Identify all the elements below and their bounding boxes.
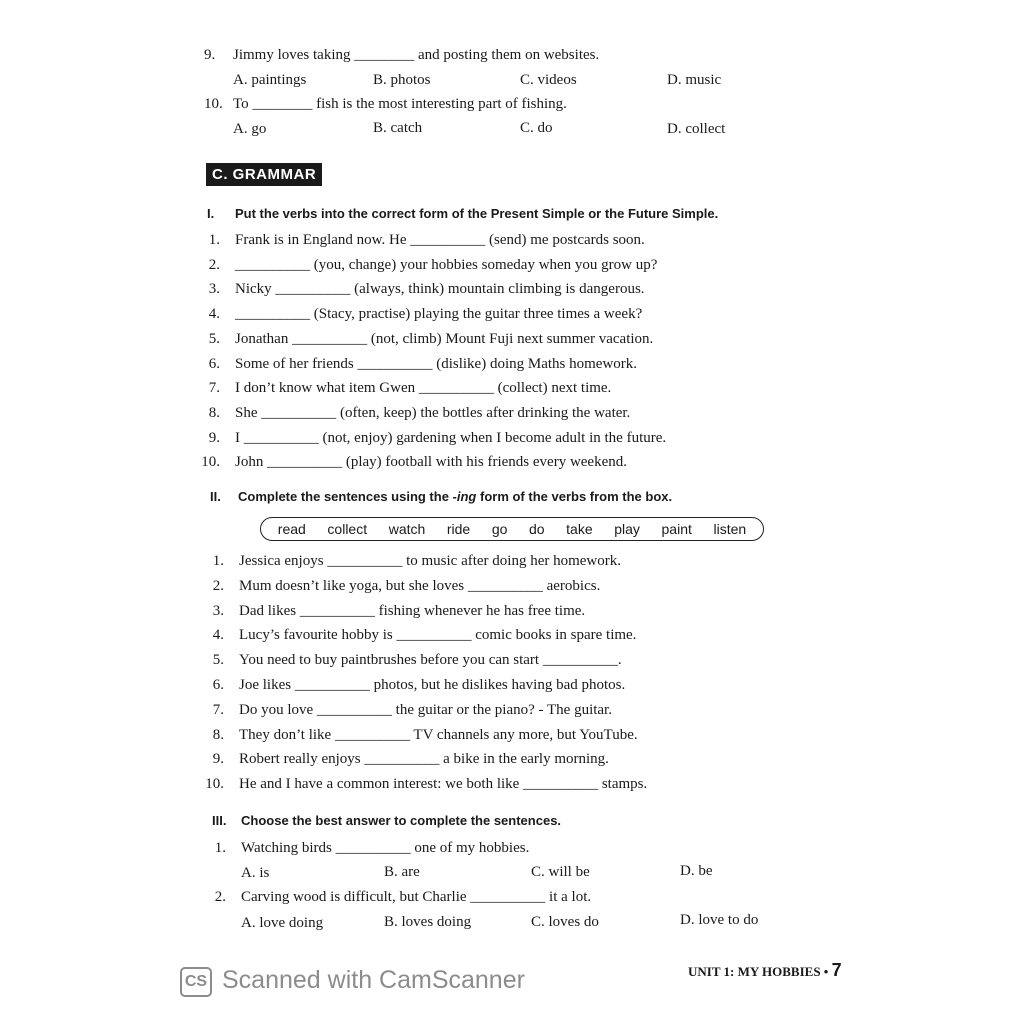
footer-unit: UNIT 1: MY HOBBIES • — [688, 964, 829, 979]
item-number: 8. — [208, 404, 220, 421]
item-text: I __________ (not, enjoy) gardening when I become adult in the future. — [235, 429, 667, 446]
item-number: 7. — [208, 380, 220, 397]
item-number: 6. — [212, 677, 224, 693]
heading-number: II. — [210, 489, 221, 504]
item-text: You need to buy paintbrushes before you can start __________. — [239, 652, 622, 669]
question-text: To ________ fish is the most interesting part of fishing. — [233, 96, 567, 112]
item-text: Mum doesn’t like yoga, but she loves __________ aerobics. — [239, 577, 601, 594]
option-d: D. love to do — [680, 912, 759, 928]
box-word: ride — [446, 521, 471, 537]
option-a: A. paintings — [233, 72, 307, 88]
option-a: A. is — [241, 865, 270, 881]
camscanner-logo-icon: CS — [180, 967, 212, 997]
option-d: D. collect — [667, 121, 726, 137]
item-text: She __________ (often, keep) the bottles after drinking the water. — [235, 404, 631, 421]
item-number: 8. — [212, 726, 224, 743]
item-text: Some of her friends __________ (dislike) doing Maths homework. — [235, 355, 638, 372]
question-number: 2. — [214, 889, 226, 905]
option-d: D. be — [680, 863, 713, 879]
item-text: Robert really enjoys __________ a bike in the early morning. — [239, 751, 609, 768]
item-text: Dad likes __________ fishing whenever he has free time. — [239, 602, 586, 619]
item-number: 7. — [212, 701, 224, 718]
box-word: collect — [327, 521, 368, 537]
word-box — [260, 517, 764, 541]
heading-text: Choose the best answer to complete the sentences. — [241, 813, 562, 828]
heading-text: Complete the sentences using the -ing form of the verbs from the box. — [238, 489, 673, 504]
item-text: Lucy’s favourite hobby is __________ comic books in spare time. — [239, 627, 637, 644]
item-text: Joe likes __________ photos, but he dislikes having bad photos. — [239, 677, 626, 693]
box-word: go — [491, 521, 508, 537]
item-number: 1. — [208, 232, 220, 248]
option-a: A. love doing — [241, 915, 324, 931]
item-text: Nicky __________ (always, think) mountain climbing is dangerous. — [235, 281, 645, 298]
item-number: 6. — [208, 355, 220, 372]
question-number: 1. — [214, 840, 226, 856]
option-a: A. go — [233, 121, 267, 137]
question-text: Carving wood is difficult, but Charlie __________ it a lot. — [241, 889, 592, 905]
box-word: take — [566, 521, 593, 537]
section-title: C. GRAMMAR — [206, 163, 322, 186]
option-b: B. photos — [373, 72, 431, 88]
item-text: __________ (Stacy, practise) playing the guitar three times a week? — [235, 306, 643, 323]
option-c: C. will be — [531, 864, 590, 880]
option-d: D. music — [667, 72, 722, 88]
item-text: __________ (you, change) your hobbies someday when you grow up? — [235, 256, 658, 273]
heading-text: Put the verbs into the correct form of the Present Simple or the Future Simple. — [235, 206, 719, 221]
watermark-text: Scanned with CamScanner — [222, 966, 525, 994]
item-number: 2. — [212, 577, 224, 594]
item-number: 9. — [212, 751, 224, 768]
option-b: B. are — [384, 864, 420, 880]
item-number: 1. — [212, 553, 224, 569]
option-c: C. do — [520, 120, 553, 136]
box-word: play — [614, 521, 640, 537]
item-number: 9. — [208, 429, 220, 446]
item-text: John __________ (play) football with his friends every weekend. — [235, 454, 627, 471]
item-number: 4. — [208, 306, 220, 323]
question-text: Watching birds __________ one of my hobbies. — [241, 840, 530, 856]
item-text: He and I have a common interest: we both like __________ stamps. — [239, 776, 648, 793]
item-number: 3. — [208, 281, 220, 298]
question-number: 10. — [204, 96, 223, 112]
heading-number: I. — [207, 206, 215, 221]
item-number: 5. — [208, 330, 220, 347]
item-number: 10. — [205, 776, 224, 793]
item-number: 5. — [212, 652, 224, 669]
item-number: 2. — [208, 256, 220, 273]
option-b: B. catch — [373, 120, 423, 136]
item-number: 4. — [212, 627, 224, 644]
box-word: do — [529, 521, 545, 537]
item-number: 10. — [201, 454, 220, 471]
box-word: paint — [661, 521, 692, 537]
box-word: watch — [388, 521, 426, 537]
item-text: I don’t know what item Gwen __________ (collect) next time. — [235, 380, 612, 397]
option-b: B. loves doing — [384, 914, 472, 930]
box-word: read — [277, 521, 306, 537]
question-text: Jimmy loves taking ________ and posting them on websites. — [233, 47, 600, 63]
option-c: C. videos — [520, 72, 577, 88]
item-text: Jonathan __________ (not, climb) Mount Fuji next summer vacation. — [235, 330, 654, 347]
item-number: 3. — [212, 602, 224, 619]
option-c: C. loves do — [531, 914, 599, 930]
item-text: Frank is in England now. He __________ (send) me postcards soon. — [235, 232, 645, 248]
box-word: listen — [713, 521, 747, 537]
question-number: 9. — [204, 47, 216, 63]
heading-number: III. — [212, 813, 227, 828]
item-text: Do you love __________ the guitar or the piano? - The guitar. — [239, 701, 612, 718]
item-text: They don’t like __________ TV channels any more, but YouTube. — [239, 726, 638, 743]
page-number: 7 — [831, 960, 842, 980]
page-footer — [688, 960, 842, 981]
item-text: Jessica enjoys __________ to music after doing her homework. — [239, 553, 622, 569]
